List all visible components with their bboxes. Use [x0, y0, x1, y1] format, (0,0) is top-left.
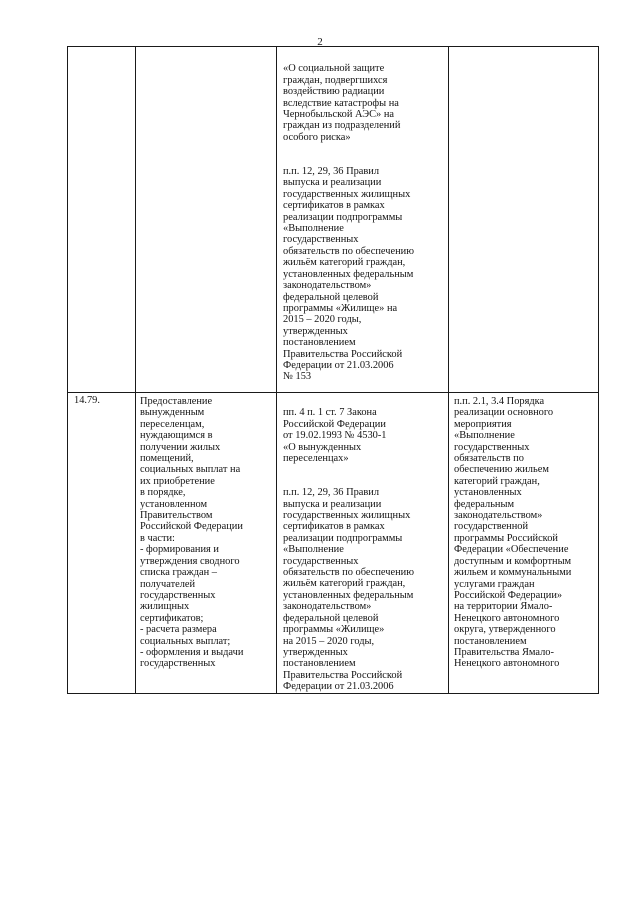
column-divider [448, 47, 449, 693]
continued-legal-basis-cell [283, 52, 445, 383]
row-divider [68, 392, 598, 393]
federal-law-reference: пп. 4 п. 1 ст. 7 Закона Российской Федерации от 19.02.1993 № 4530-1 «О вынужденных переселенцах» [283, 407, 387, 465]
continued-rules-text: п.п. 12, 29, 36 Правил выпуска и реализации государственных жилищных сертификатов в рамках реализации подпрограммы «Выполнение государственных обязательств по обеспечению жильём категорий граждан, установленных федеральным законодательством» федеральной целевой программы «Жилище» на 2015 – 2020 годы, утвержденных постановлением Правительства Российской Федерации от 21.03.2006 № 153 [283, 166, 414, 383]
regulation-table [67, 46, 599, 694]
continued-law-text: «О социальной защите граждан, подвергшихся воздействию радиации вследствие катастрофы на Чернобыльской АЭС» на граждан из подразделений особого риска» [283, 63, 401, 143]
column-divider [276, 47, 277, 693]
federal-rules-reference: п.п. 12, 29, 36 Правил выпуска и реализации государственных жилищных сертификатов в рамках реализации подпрограммы «Выполнение государственных обязательств по обеспечению жильём категорий граждан, установленных федеральным законодательством» федеральной целевой программы «Жилище» на 2015 – 2020 годы, утвержденных постановлением Правительства Российской Федерации от 21.03.2006 [283, 487, 414, 693]
column-divider [135, 47, 136, 693]
service-description: Предоставление вынужденным переселенцам, нуждающимся в получении жилых помещений, социальных выплат на их приобретение в порядке, установленном Правительством Российской Федерации в части: - формирования и утверждения сводного списка граждан – получателей государственных жилищных сертификатов; - расчета размера социальных выплат; - оформления и выдачи государственных [140, 396, 244, 670]
regional-legal-basis: п.п. 2.1, 3.4 Порядка реализации основного мероприятия «Выполнение государственных обязательств по обеспечению жильем категорий граждан, установленных федеральным законодательством» государственной программы Российской Федерации «Обеспечение доступным и комфортным жильем и коммунальными услугами граждан Российской Федерации» на территории Ямало- Ненецкого автономного округа, утвержденного постановлением Правительства Ямало- Ненецкого автономного [454, 396, 572, 670]
page-number: 2 [317, 36, 323, 48]
paragraph-gap [283, 464, 445, 475]
federal-legal-basis-cell [283, 396, 445, 693]
paragraph-gap [283, 143, 445, 154]
row-number: 14.79. [74, 395, 100, 406]
